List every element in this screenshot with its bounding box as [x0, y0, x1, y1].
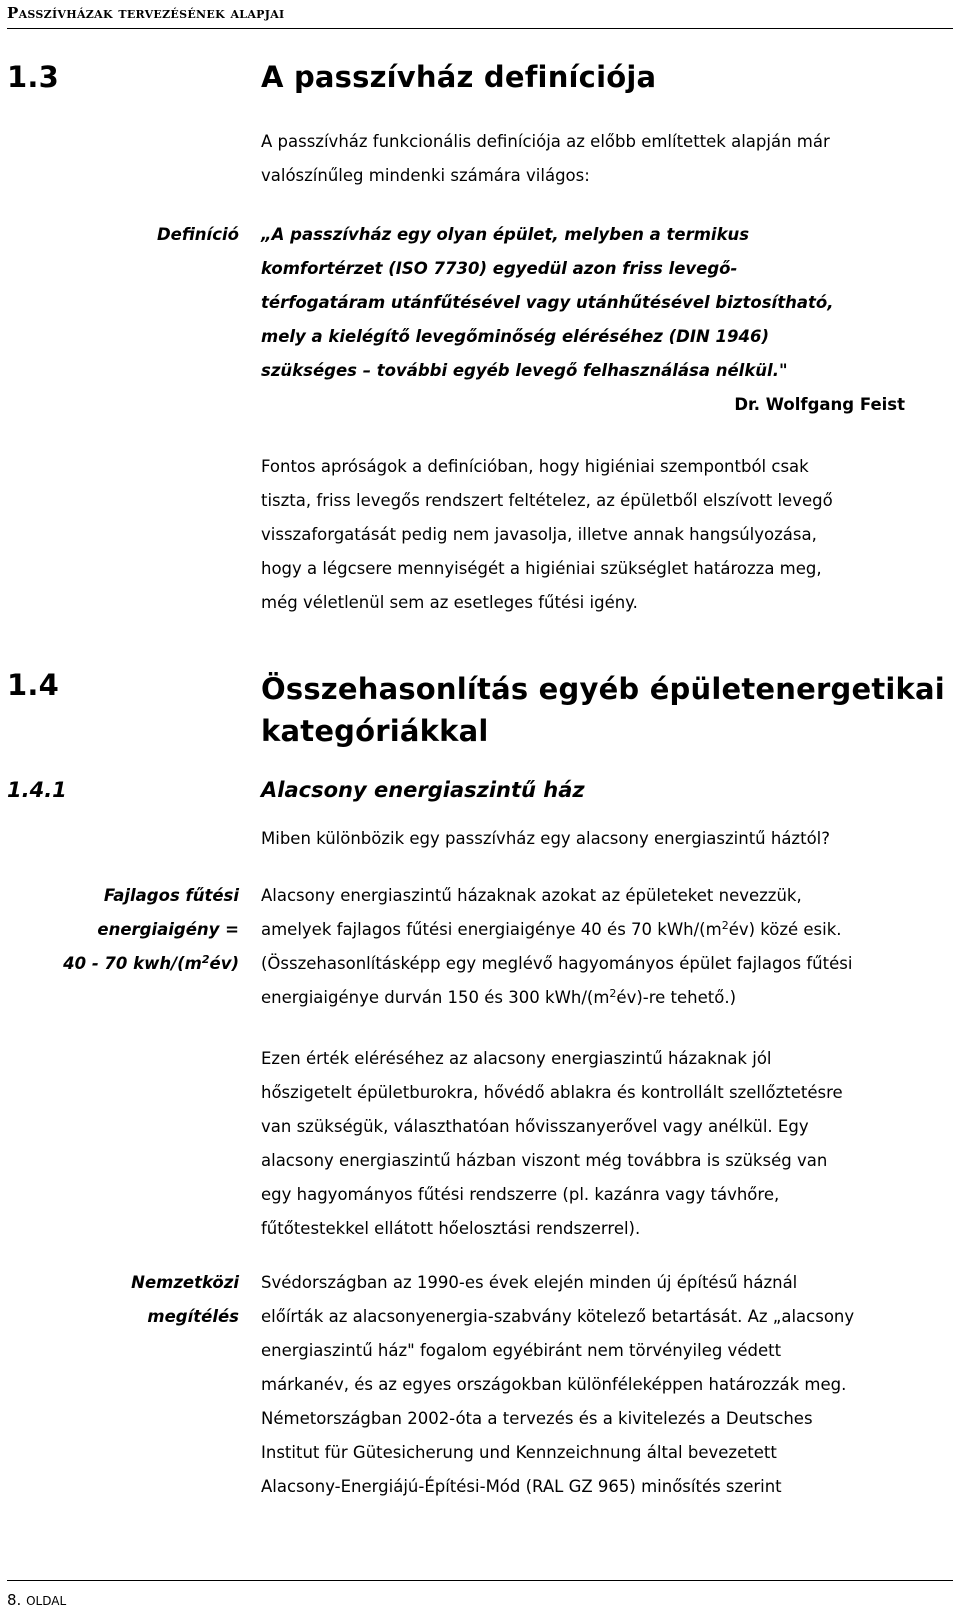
question-line: Miben különbözik egy passzívház egy alacsony energiaszintű háztól? — [261, 829, 831, 848]
paragraph-line: fűtőtestekkel ellátott hőelosztási rendszerrel). — [261, 1219, 641, 1238]
paragraph-line: energiaigénye durván 150 és 300 kWh/$(m^2év)-re$ tehető.) — [261, 987, 737, 1007]
section-title-1-4-1: Alacsony energiaszintű ház — [261, 778, 585, 802]
paragraph-line: hőszigetelt épületburokra, hővédő ablakra és kontrollált szellőztetésre — [261, 1083, 843, 1102]
paragraph-line: Svédországban az 1990-es évek elején minden új építésű háznál — [261, 1273, 798, 1292]
requirements-paragraph — [261, 1042, 951, 1246]
definition-line: mely a kielégítő levegőminőség eléréséhez (DIN 1946) — [261, 327, 770, 346]
international-paragraph — [261, 1266, 951, 1504]
page-label: OLDAL — [26, 1594, 67, 1608]
definition-notes-paragraph — [261, 450, 951, 620]
paragraph-line: előírták az alacsonyenergia-szabvány kötelező betartását. Az „alacsony — [261, 1307, 855, 1326]
paragraph-line: Alacsony energiaszintű házaknak azokat az épületeket nevezzük, — [261, 886, 802, 905]
intro-line: valószínűleg mindenki számára világos: — [261, 166, 590, 185]
definition-line: komfortérzet (ISO 7730) egyedül azon friss levegő- — [261, 259, 738, 278]
paragraph-line: még véletlenül sem az esetleges fűtési igény. — [261, 593, 638, 612]
paragraph-line: hogy a légcsere mennyiségét a higiéniai szükséglet határozza meg, — [261, 559, 822, 578]
paragraph-line: tiszta, friss levegős rendszert feltételez, az épületből elszívott levegő — [261, 491, 833, 510]
section-title-1-3: A passzívház definíciója — [261, 60, 657, 94]
definition-line: térfogatáram utánfűtésével vagy utánhűtésével biztosítható, — [261, 293, 834, 312]
paragraph-line: egy hagyományos fűtési rendszerre (pl. kazánra vagy távhőre, — [261, 1185, 780, 1204]
intro-paragraph — [261, 125, 951, 193]
section-title-line: Összehasonlítás egyéb épületenergetikai — [261, 672, 945, 706]
definition-quote — [261, 218, 951, 388]
definition-line: szükséges – további egyéb levegő felhasználása nélkül." — [261, 361, 788, 380]
section-question — [261, 822, 951, 856]
margin-line: 40 - 70 kwh/$(m^2év)$ — [63, 953, 239, 973]
running-header-title: Passzívházak tervezésének alapjai — [7, 4, 285, 22]
paragraph-line: energiaszintű ház" fogalom egyébiránt nem törvényileg védett — [261, 1341, 782, 1360]
margin-line: Fajlagos fűtési — [103, 886, 239, 905]
paragraph-line: (Összehasonlításképp egy meglévő hagyományos épület fajlagos fűtési — [261, 954, 853, 973]
margin-line: energiaigény = — [97, 920, 239, 939]
paragraph-line: márkanév, és az egyes országokban különféleképpen határozzák meg. — [261, 1375, 847, 1394]
paragraph-line: visszaforgatását pedig nem javasolja, illetve annak hangsúlyozása, — [261, 525, 817, 544]
section-number-1-3: 1.3 — [7, 60, 59, 94]
margin-label-definicio: Definíció — [156, 225, 239, 244]
margin-note-international — [4, 1266, 239, 1334]
section-number-1-4: 1.4 — [7, 668, 59, 702]
definition-line: „A passzívház egy olyan épület, melyben a termikus — [261, 225, 750, 244]
paragraph-line: amelyek fajlagos fűtési energiaigénye 40 és 70 kWh/$(m^2év)$ közé esik. — [261, 919, 842, 939]
margin-note-energy — [4, 879, 239, 981]
paragraph-line: Institut für Gütesicherung und Kennzeichnung által bevezetett — [261, 1443, 777, 1462]
paragraph-line: Ezen érték eléréséhez az alacsony energiaszintű házaknak jól — [261, 1049, 772, 1068]
margin-line: megítélés — [147, 1307, 239, 1326]
paragraph-line: Alacsony-Energiájú-Építési-Mód (RAL GZ 965) minősítés szerint — [261, 1477, 782, 1496]
margin-line: Nemzetközi — [131, 1273, 239, 1292]
section-number-1-4-1: 1.4.1 — [7, 778, 67, 802]
running-header — [7, 2, 953, 29]
quote-author: Dr. Wolfgang Feist — [734, 395, 905, 414]
paragraph-line: alacsony energiaszintű házban viszont még továbbra is szükség van — [261, 1151, 828, 1170]
page-footer — [7, 1580, 953, 1615]
low-energy-paragraph — [261, 879, 951, 1015]
section-title-line: kategóriákkal — [261, 714, 489, 748]
section-title-1-4 — [261, 668, 945, 752]
intro-line: A passzívház funkcionális definíciója az előbb említettek alapján már — [261, 132, 830, 151]
paragraph-line: Fontos apróságok a definícióban, hogy higiéniai szempontból csak — [261, 457, 809, 476]
paragraph-line: van szükségük, választhatóan hővisszanyerővel vagy anélkül. Egy — [261, 1117, 809, 1136]
paragraph-line: Németországban 2002-óta a tervezés és a kivitelezés a Deutsches — [261, 1409, 813, 1428]
page-number: 8. — [7, 1591, 22, 1609]
